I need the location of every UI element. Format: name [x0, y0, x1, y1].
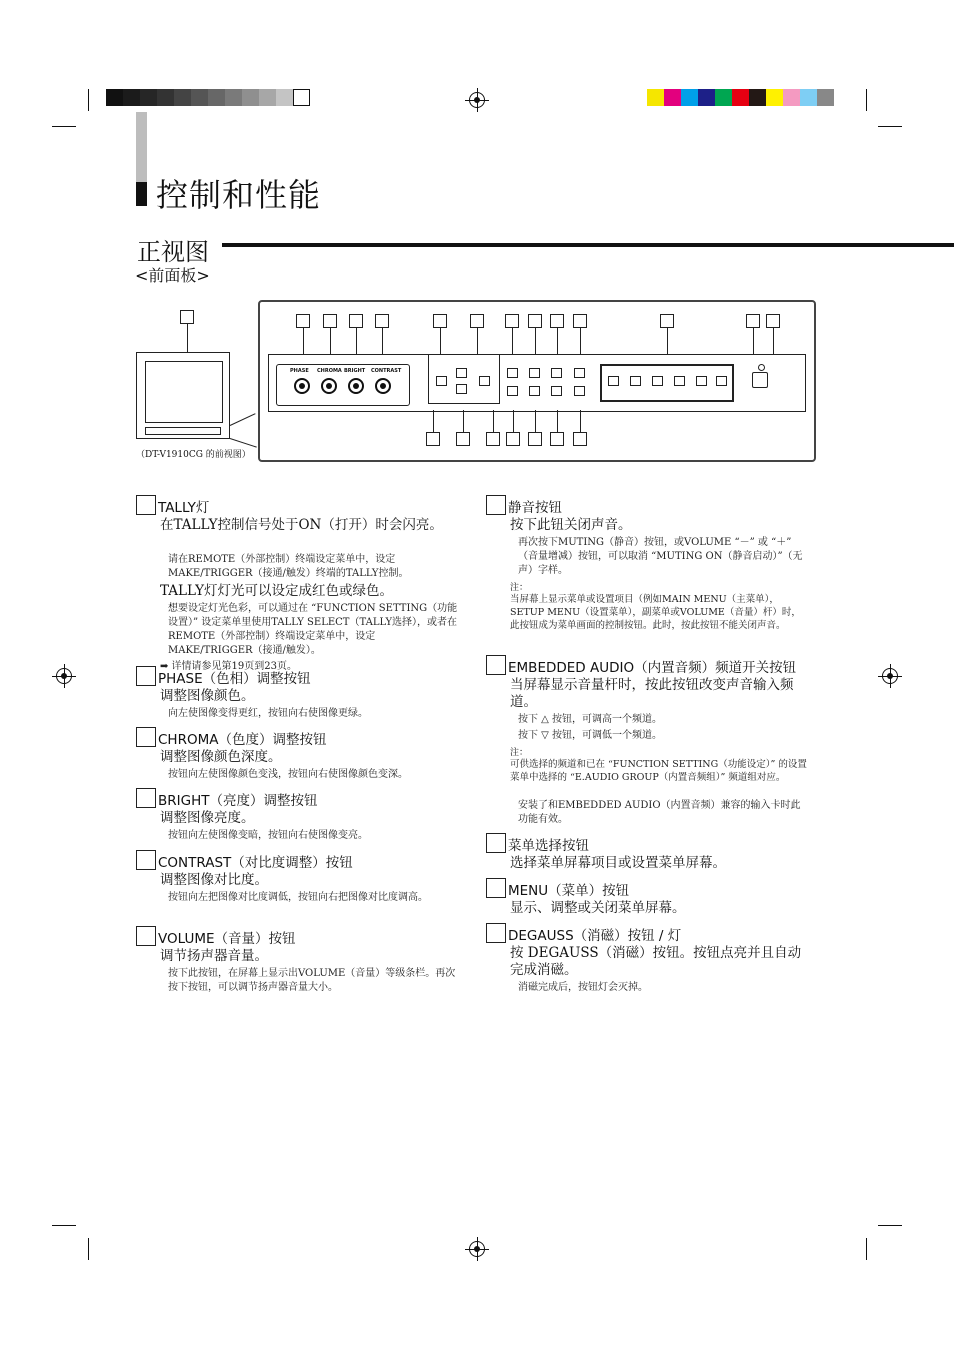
item-heading: MENU（菜单）按钮 [508, 883, 630, 899]
calibration-swatch [664, 89, 681, 106]
callout-line [557, 328, 558, 354]
calibration-swatch [242, 89, 259, 106]
item-detail: 再次按下MUTING（静音）按钮，或VOLUME “－” 或 “＋” （音量增减）按钮，可以取消 “MUTING ON（静音启动）”（无声）字样。 [518, 537, 803, 576]
callout-line [580, 410, 581, 432]
calibration-swatch [276, 89, 293, 106]
input-select-button [696, 376, 707, 386]
item-description: 显示、调整或关闭菜单屏幕。 [510, 900, 686, 916]
panel-button [551, 368, 562, 378]
panel-button [529, 368, 540, 378]
panel-button [507, 386, 518, 396]
calibration-swatch [225, 89, 242, 106]
front-panel-diagram [130, 300, 816, 464]
item-detail: 请在REMOTE（外部控制）终端设定菜单中，设定MAKE/TRIGGER（接通/触发）终端的TALLY控制。 [168, 554, 409, 579]
item-detail: 按下 ▽ 按钮，可调低一个频道。 [518, 730, 663, 741]
down-arrow-button [456, 384, 467, 394]
item-heading: PHASE（色相）调整按钮 [158, 671, 311, 687]
callout-tally [180, 310, 194, 324]
page-reference: ➡ 详情请参见第19页到23页。 [160, 661, 298, 672]
brightness-icon [348, 378, 364, 394]
crop-mark [866, 89, 867, 111]
callout-box [506, 432, 520, 446]
crop-mark [878, 1225, 902, 1226]
callout-box [746, 314, 760, 328]
item-description: 当屏幕显示音量杆时，按此按钮改变声音输入频道。 [510, 677, 794, 710]
crop-mark [88, 1238, 89, 1260]
panel-button [507, 368, 518, 378]
callout-line [667, 328, 668, 354]
zoomed-panel [258, 300, 816, 462]
item-number-box [136, 727, 156, 747]
calibration-swatch [157, 89, 174, 106]
callout-box [505, 314, 519, 328]
item-detail: 安装了和EMBEDDED AUDIO（内置音频）兼容的输入卡时此功能有效。 [518, 800, 801, 825]
item-number-box [136, 788, 156, 808]
note-text: 当屏幕上显示菜单或设置项目（例如MAIN MENU（主菜单），SETUP MENU（设置菜单），副菜单或VOLUME（音量）杆）时，此按钮成为菜单画面的控制按钮。此时，按此按钮不能关闭声音。 [510, 594, 801, 631]
section-rule [222, 243, 954, 247]
callout-line [535, 328, 536, 354]
item-heading: EMBEDDED AUDIO（内置音频）频道开关按钮 [508, 660, 797, 676]
section-title: 正视图 [137, 238, 209, 266]
item-detail: 想要设定灯光色彩，可以通过在 “FUNCTION SETTING（功能设置）” 设定菜单里使用TALLY SELECT（TALLY选择），或者在REMOTE（外部控制）终端设定菜单中，设定MAKE/TRIGGER（接通/触发）。 [168, 603, 458, 656]
section-black-bar [136, 182, 147, 206]
callout-line [303, 328, 304, 354]
monitor-screen [145, 361, 223, 423]
degauss-lamp [758, 364, 765, 371]
item-number-box [136, 850, 156, 870]
input-select-button [608, 376, 619, 386]
calibration-swatch [749, 89, 766, 106]
callout-line [440, 328, 441, 354]
callout-line [535, 410, 536, 432]
color-calibration-bar [647, 89, 851, 106]
input-select-button [652, 376, 663, 386]
callout-box [375, 314, 389, 328]
item-heading: DEGAUSS（消磁）按钮 / 灯 [508, 928, 682, 944]
up-arrow-button [456, 368, 467, 378]
contrast-icon [375, 378, 391, 394]
item-heading: BRIGHT（亮度）调整按钮 [158, 793, 318, 809]
item-detail: 按钮向左使图像颜色变浅，按钮向右使图像颜色变深。 [168, 769, 408, 780]
item-description: 调整图像颜色。 [160, 688, 255, 704]
knob-label: PHASE [290, 368, 309, 374]
left-arrow-button [436, 376, 447, 386]
callout-line [187, 324, 188, 353]
calibration-swatch [817, 89, 834, 106]
callout-box [528, 314, 542, 328]
callout-line [433, 410, 434, 432]
item-heading: 菜单选择按钮 [508, 838, 589, 854]
item-detail: 按钮向左使图像变暗，按钮向右使图像变亮。 [168, 830, 368, 841]
note-label: 注： [510, 583, 529, 593]
item-description: 按 DEGAUSS（消磁）按钮。按钮点亮并且自动完成消磁。 [510, 945, 802, 978]
calibration-swatch [140, 89, 157, 106]
callout-line [477, 328, 478, 354]
item-number-box [136, 926, 156, 946]
calibration-swatch [106, 89, 123, 106]
calibration-swatch [191, 89, 208, 106]
calibration-swatch [293, 89, 310, 106]
item-heading: CHROMA（色度）调整按钮 [158, 732, 327, 748]
callout-box [573, 314, 587, 328]
calibration-swatch [698, 89, 715, 106]
note-text: 可供选择的频道和已在 “FUNCTION SETTING（功能设定）” 的设置菜单中选择的 “E.AUDIO GROUP（内置音频组）” 频道组对应。 [510, 759, 807, 783]
page-title: 控制和性能 [156, 176, 322, 214]
gray-calibration-bar [106, 89, 310, 106]
item-description: 调整图像颜色深度。 [160, 749, 282, 765]
calibration-swatch [783, 89, 800, 106]
callout-line [513, 410, 514, 432]
knob-label: CHROMA [317, 368, 342, 374]
callout-box [550, 432, 564, 446]
item-number-box [486, 878, 506, 898]
knob-label: CONTRAST [371, 368, 402, 374]
callout-box [486, 432, 500, 446]
callout-line [580, 328, 581, 354]
panel-button [551, 386, 562, 396]
input-select-button [716, 376, 727, 386]
callout-box [349, 314, 363, 328]
item-detail: 向左使图像变得更红，按钮向右使图像更绿。 [168, 708, 368, 719]
crop-mark [52, 1225, 76, 1226]
crop-mark [878, 126, 902, 127]
callout-line [557, 410, 558, 432]
input-select-button [674, 376, 685, 386]
callout-box [528, 432, 542, 446]
item-heading: CONTRAST（对比度调整）按钮 [158, 855, 353, 871]
degauss-button [752, 372, 768, 388]
callout-line [753, 328, 754, 354]
callout-line [382, 328, 383, 354]
crop-mark [88, 89, 89, 111]
color-icon [321, 378, 337, 394]
monitor-thumbnail [136, 352, 230, 439]
input-select-button [630, 376, 641, 386]
note-label: 注： [510, 748, 529, 758]
callout-box [660, 314, 674, 328]
item-description: 调节扬声器音量。 [160, 948, 268, 964]
item-heading: VOLUME（音量）按钮 [158, 931, 296, 947]
calibration-swatch [715, 89, 732, 106]
calibration-swatch [766, 89, 783, 106]
callout-box [323, 314, 337, 328]
calibration-swatch [647, 89, 664, 106]
item-number-box [486, 923, 506, 943]
monitor-caption: （DT-V1910CG 的前视图） [136, 450, 251, 460]
item-description: 调整图像对比度。 [160, 872, 268, 888]
registration-mark-bottom [469, 1241, 485, 1257]
callout-box [433, 314, 447, 328]
item-detail: 按下此按钮，在屏幕上显示出VOLUME（音量）等级条栏。再次按下按钮，可以调节扬声器音量大小。 [168, 968, 456, 993]
callout-box [766, 314, 780, 328]
panel-button [529, 386, 540, 396]
item-detail: 按钮向左把图像对比度调低，按钮向右把图像对比度调高。 [168, 892, 428, 903]
item-number-box [486, 495, 506, 515]
callout-box [470, 314, 484, 328]
callout-line [773, 328, 774, 354]
callout-line [356, 328, 357, 354]
panel-label: <前面板> [135, 266, 210, 285]
hue-icon [294, 378, 310, 394]
item-detail: 按下 △ 按钮，可调高一个频道。 [518, 714, 663, 725]
item-description: 在TALLY控制信号处于ON（打开）时会闪亮。 [160, 517, 443, 533]
item-number-box [136, 495, 156, 515]
item-description: 按下此钮关闭声音。 [510, 517, 632, 533]
crop-mark [866, 1238, 867, 1260]
right-arrow-button [479, 376, 490, 386]
item-number-box [136, 666, 156, 686]
item-number-box [486, 833, 506, 853]
item-detail: 消磁完成后，按钮灯会灭掉。 [518, 982, 648, 993]
callout-line [493, 410, 494, 432]
input-select-group [600, 364, 734, 402]
zoom-line [230, 413, 256, 426]
calibration-swatch [800, 89, 817, 106]
callout-box [573, 432, 587, 446]
panel-button [574, 368, 585, 378]
item-description: 调整图像亮度。 [160, 810, 255, 826]
item-heading: 静音按钮 [508, 500, 562, 516]
calibration-swatch [123, 89, 140, 106]
monitor-control-strip [145, 427, 221, 435]
item-heading: TALLY灯 [158, 500, 210, 516]
knob-label: BRIGHT [344, 368, 366, 374]
calibration-swatch [732, 89, 749, 106]
registration-mark-left [56, 668, 72, 684]
item-description: 选择菜单屏幕项目或设置菜单屏幕。 [510, 855, 726, 871]
item-description: TALLY灯灯光可以设定成红色或绿色。 [160, 583, 393, 599]
callout-line [330, 328, 331, 354]
item-number-box [486, 655, 506, 675]
registration-mark-top [469, 92, 485, 108]
calibration-swatch [259, 89, 276, 106]
callout-box [550, 314, 564, 328]
callout-line [512, 328, 513, 354]
callout-box [456, 432, 470, 446]
calibration-swatch [208, 89, 225, 106]
calibration-swatch [681, 89, 698, 106]
callout-box [426, 432, 440, 446]
section-side-bar [136, 112, 147, 182]
calibration-swatch [174, 89, 191, 106]
registration-mark-right [882, 668, 898, 684]
callout-line [463, 410, 464, 432]
panel-button [574, 386, 585, 396]
callout-box [296, 314, 310, 328]
crop-mark [52, 126, 76, 127]
